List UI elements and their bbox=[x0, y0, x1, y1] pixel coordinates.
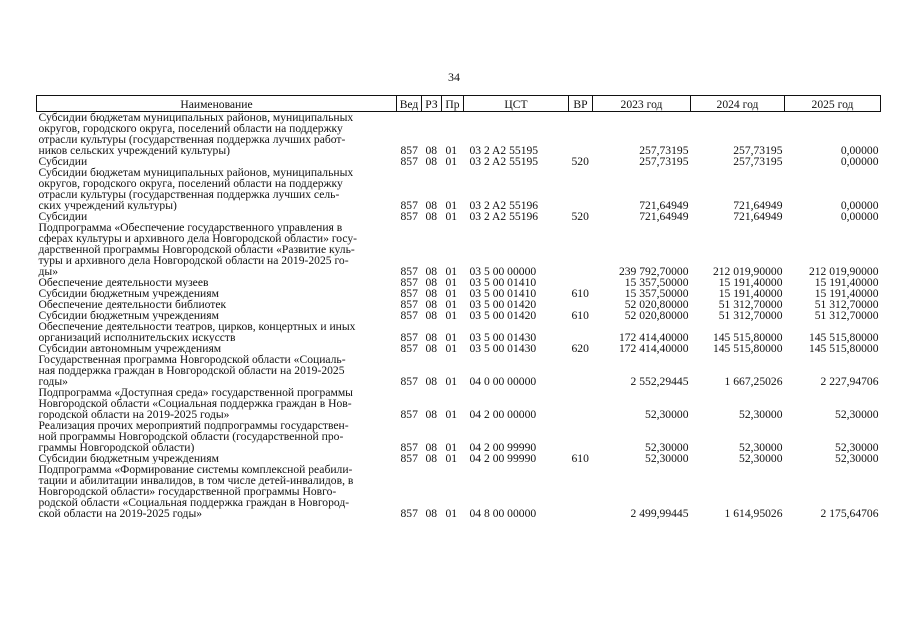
row-2025-cell: 52,30000 bbox=[835, 408, 879, 420]
row-ved-cell: 857 bbox=[400, 144, 418, 156]
row-rz-cell: 08 bbox=[425, 199, 438, 211]
row-2024-cell: 145 515,80000 bbox=[712, 331, 783, 343]
header-name: Наименование bbox=[37, 96, 397, 112]
row-cst-cell: 03 5 00 01420 bbox=[469, 299, 537, 310]
table-row bbox=[37, 156, 881, 167]
budget-table bbox=[36, 95, 881, 519]
row-name-cell: Государственная программа Новгородской области «Социаль- ная поддержка граждан в Новгородской области на 2019-2025 годы» bbox=[38, 354, 346, 387]
row-2025-cell: 15 191,40000 bbox=[814, 277, 879, 288]
row-vr-cell bbox=[569, 464, 593, 519]
row-2023-cell: 52,30000 bbox=[645, 408, 689, 420]
row-2023-cell: 52 020,80000 bbox=[624, 299, 689, 310]
row-2025-cell: 52,30000 bbox=[835, 453, 879, 464]
row-ved-cell: 857 bbox=[400, 310, 418, 321]
row-pr-cell: 01 bbox=[445, 199, 458, 211]
row-2025-cell: 51 312,70000 bbox=[814, 310, 879, 321]
row-ved-cell: 857 bbox=[400, 507, 418, 519]
row-2024-cell: 1 667,25026 bbox=[724, 375, 783, 387]
row-2023-cell: 15 357,50000 bbox=[624, 288, 689, 299]
row-vr-cell bbox=[569, 222, 593, 277]
row-pr-cell: 01 bbox=[445, 507, 458, 519]
row-2025-cell: 0,00000 bbox=[840, 156, 879, 167]
row-ved-cell: 857 bbox=[400, 265, 418, 277]
row-2024-cell: 257,73195 bbox=[733, 144, 783, 156]
row-2025-cell: 0,00000 bbox=[840, 211, 879, 222]
row-vr-cell bbox=[569, 277, 593, 288]
row-rz-cell: 08 bbox=[425, 441, 438, 453]
header-rz: РЗ bbox=[422, 96, 442, 112]
header-pr: Пр bbox=[442, 96, 464, 112]
row-name-cell: Субсидии bbox=[38, 156, 88, 167]
row-vr-cell: 610 bbox=[571, 453, 589, 464]
row-2023-cell: 257,73195 bbox=[639, 156, 689, 167]
row-vr-cell bbox=[569, 299, 593, 310]
row-vr-cell: 610 bbox=[571, 310, 589, 321]
row-rz-cell: 08 bbox=[425, 288, 438, 299]
row-2025-cell: 2 227,94706 bbox=[820, 375, 879, 387]
header-ved: Вед bbox=[397, 96, 422, 112]
row-pr-cell: 01 bbox=[445, 453, 458, 464]
row-pr-cell: 01 bbox=[445, 299, 458, 310]
table-row bbox=[37, 464, 881, 519]
row-pr-cell: 01 bbox=[445, 441, 458, 453]
row-cst-cell: 04 0 00 00000 bbox=[469, 375, 537, 387]
row-rz-cell: 08 bbox=[425, 375, 438, 387]
row-pr-cell: 01 bbox=[445, 331, 458, 343]
row-2023-cell: 52 020,80000 bbox=[624, 310, 689, 321]
table-row bbox=[37, 343, 881, 354]
row-2025-cell: 0,00000 bbox=[840, 199, 879, 211]
row-vr-cell bbox=[569, 420, 593, 453]
row-pr-cell: 01 bbox=[445, 265, 458, 277]
row-cst-cell: 03 2 A2 55196 bbox=[469, 211, 539, 222]
row-name-cell: Субсидии бюджетам муниципальных районов, муниципальных округов, городского округа, поселений области на поддержку отрасли культуры (государственная поддержка лучших работ- ников сельских учреждений культуры) bbox=[38, 111, 354, 156]
row-rz-cell: 08 bbox=[425, 310, 438, 321]
table-row bbox=[37, 387, 881, 420]
row-name-cell: Обеспечение деятельности музеев bbox=[38, 277, 209, 288]
row-2025-cell: 145 515,80000 bbox=[808, 343, 879, 354]
row-pr-cell: 01 bbox=[445, 144, 458, 156]
row-vr-cell: 610 bbox=[571, 288, 589, 299]
row-cst-cell: 03 5 00 01410 bbox=[469, 277, 537, 288]
row-2024-cell: 15 191,40000 bbox=[718, 288, 783, 299]
row-cst-cell: 03 5 00 01420 bbox=[469, 310, 537, 321]
row-ved-cell: 857 bbox=[400, 408, 418, 420]
row-ved-cell: 857 bbox=[400, 441, 418, 453]
row-2025-cell: 212 019,90000 bbox=[808, 265, 879, 277]
row-2024-cell: 52,30000 bbox=[739, 408, 783, 420]
row-vr-cell: 520 bbox=[571, 211, 589, 222]
row-cst-cell: 03 2 A2 55195 bbox=[469, 144, 539, 156]
row-name-cell: Субсидии автономным учреждениям bbox=[38, 343, 222, 354]
row-2024-cell: 52,30000 bbox=[739, 441, 783, 453]
row-vr-cell bbox=[569, 167, 593, 211]
table-row bbox=[37, 167, 881, 211]
row-2025-cell: 2 175,64706 bbox=[820, 507, 879, 519]
row-cst-cell: 03 2 A2 55195 bbox=[469, 156, 539, 167]
row-name-cell: Обеспечение деятельности библиотек bbox=[38, 299, 227, 310]
row-cst-cell: 04 2 00 00000 bbox=[469, 408, 537, 420]
row-2025-cell: 51 312,70000 bbox=[814, 299, 879, 310]
row-rz-cell: 08 bbox=[425, 331, 438, 343]
row-pr-cell: 01 bbox=[445, 343, 458, 354]
table-row bbox=[37, 222, 881, 277]
row-2024-cell: 257,73195 bbox=[733, 156, 783, 167]
row-2023-cell: 257,73195 bbox=[639, 144, 689, 156]
row-ved-cell: 857 bbox=[400, 277, 418, 288]
row-vr-cell: 520 bbox=[571, 156, 589, 167]
row-2025-cell: 0,00000 bbox=[840, 144, 879, 156]
row-rz-cell: 08 bbox=[425, 408, 438, 420]
row-name-cell: Субсидии бюджетным учреждениям bbox=[38, 453, 219, 464]
header-vr: ВР bbox=[569, 96, 593, 112]
row-rz-cell: 08 bbox=[425, 343, 438, 354]
row-2024-cell: 1 614,95026 bbox=[724, 507, 783, 519]
row-ved-cell: 857 bbox=[400, 199, 418, 211]
row-2023-cell: 172 414,40000 bbox=[618, 343, 689, 354]
table-row bbox=[37, 211, 881, 222]
row-2023-cell: 15 357,50000 bbox=[624, 277, 689, 288]
row-pr-cell: 01 bbox=[445, 288, 458, 299]
row-pr-cell: 01 bbox=[445, 310, 458, 321]
table-row bbox=[37, 321, 881, 343]
row-name-cell: Обеспечение деятельности театров, цирков, концертных и иных организаций исполнительских искусств bbox=[38, 321, 356, 343]
row-cst-cell: 04 2 00 99990 bbox=[469, 441, 537, 453]
table-row bbox=[37, 299, 881, 310]
row-cst-cell: 03 5 00 01430 bbox=[469, 331, 537, 343]
table-row bbox=[37, 277, 881, 288]
row-vr-cell: 620 bbox=[571, 343, 589, 354]
row-ved-cell: 857 bbox=[400, 288, 418, 299]
row-name-cell: Подпрограмма «Обеспечение государственного управления в сферах культуры и архивного дела Новгородской области» госу- дарственной программы Новгородской области «Развитие куль- туры и архивного дела Новгородской области на 2019-2025 го- ды» bbox=[38, 222, 358, 277]
row-cst-cell: 04 8 00 00000 bbox=[469, 507, 537, 519]
row-ved-cell: 857 bbox=[400, 453, 418, 464]
row-ved-cell: 857 bbox=[400, 299, 418, 310]
header-cst: ЦСТ bbox=[464, 96, 569, 112]
row-2024-cell: 51 312,70000 bbox=[718, 299, 783, 310]
row-2023-cell: 2 499,99445 bbox=[630, 507, 689, 519]
row-vr-cell bbox=[569, 321, 593, 343]
row-ved-cell: 857 bbox=[400, 211, 418, 222]
table-row bbox=[37, 453, 881, 464]
row-2024-cell: 721,64949 bbox=[733, 199, 783, 211]
row-name-cell: Субсидии бюджетным учреждениям bbox=[38, 288, 219, 299]
row-rz-cell: 08 bbox=[425, 507, 438, 519]
row-cst-cell: 03 5 00 01410 bbox=[469, 288, 537, 299]
row-vr-cell bbox=[569, 387, 593, 420]
row-2024-cell: 721,64949 bbox=[733, 211, 783, 222]
row-pr-cell: 01 bbox=[445, 375, 458, 387]
row-vr-cell bbox=[569, 112, 593, 157]
row-cst-cell: 03 5 00 00000 bbox=[469, 265, 537, 277]
row-rz-cell: 08 bbox=[425, 156, 438, 167]
row-pr-cell: 01 bbox=[445, 277, 458, 288]
table-row bbox=[37, 310, 881, 321]
row-2024-cell: 212 019,90000 bbox=[712, 265, 783, 277]
header-2023: 2023 год bbox=[593, 96, 691, 112]
row-pr-cell: 01 bbox=[445, 156, 458, 167]
table-row bbox=[37, 288, 881, 299]
row-2024-cell: 15 191,40000 bbox=[718, 277, 783, 288]
row-vr-cell bbox=[569, 354, 593, 387]
row-rz-cell: 08 bbox=[425, 144, 438, 156]
row-name-cell: Реализация прочих мероприятий подпрограммы государствен- ной программы Новгородской области (государственной про- граммы Новгородской области) bbox=[38, 420, 349, 453]
row-ved-cell: 857 bbox=[400, 156, 418, 167]
row-2023-cell: 2 552,29445 bbox=[630, 375, 689, 387]
row-2023-cell: 52,30000 bbox=[645, 453, 689, 464]
row-ved-cell: 857 bbox=[400, 375, 418, 387]
header-2024: 2024 год bbox=[691, 96, 785, 112]
header-2025: 2025 год bbox=[785, 96, 881, 112]
table-body bbox=[37, 112, 881, 520]
table-row bbox=[37, 112, 881, 157]
row-2024-cell: 51 312,70000 bbox=[718, 310, 783, 321]
row-2025-cell: 52,30000 bbox=[835, 441, 879, 453]
row-2024-cell: 145 515,80000 bbox=[712, 343, 783, 354]
row-name-cell: Подпрограмма «Доступная среда» государственной программы Новгородской области «Социальная поддержка граждан в Нов- городской области на 2019-2025 годы» bbox=[38, 387, 353, 420]
row-2024-cell: 52,30000 bbox=[739, 453, 783, 464]
row-rz-cell: 08 bbox=[425, 453, 438, 464]
row-2025-cell: 15 191,40000 bbox=[814, 288, 879, 299]
page-number: 34 bbox=[448, 70, 460, 84]
row-ved-cell: 857 bbox=[400, 343, 418, 354]
row-name-cell: Подпрограмма «Формирование системы комплексной реабили- тации и абилитации инвалидов, в том числе детей-инвалидов, в Новгородской области» государственной программы Новго- родской области «Социальная поддержка граждан в Новгород- ской области на 2019-2025 годы» bbox=[38, 464, 354, 519]
row-cst-cell: 03 2 A2 55196 bbox=[469, 199, 539, 211]
table-header-row bbox=[37, 96, 881, 112]
row-2023-cell: 172 414,40000 bbox=[618, 331, 689, 343]
row-pr-cell: 01 bbox=[445, 408, 458, 420]
table-row bbox=[37, 354, 881, 387]
row-2025-cell: 145 515,80000 bbox=[808, 331, 879, 343]
row-name-cell: Субсидии бюджетным учреждениям bbox=[38, 310, 219, 321]
row-2023-cell: 721,64949 bbox=[639, 199, 689, 211]
table-row bbox=[37, 420, 881, 453]
row-2023-cell: 239 792,70000 bbox=[618, 265, 689, 277]
row-pr-cell: 01 bbox=[445, 211, 458, 222]
row-rz-cell: 08 bbox=[425, 277, 438, 288]
row-ved-cell: 857 bbox=[400, 331, 418, 343]
row-rz-cell: 08 bbox=[425, 265, 438, 277]
row-name-cell: Субсидии bbox=[38, 211, 88, 222]
row-2023-cell: 52,30000 bbox=[645, 441, 689, 453]
row-cst-cell: 03 5 00 01430 bbox=[469, 343, 537, 354]
row-name-cell: Субсидии бюджетам муниципальных районов, муниципальных округов, городского округа, поселений области на поддержку отрасли культуры (государственная поддержка лучших сель- ских учреждений культуры) bbox=[38, 167, 354, 211]
row-rz-cell: 08 bbox=[425, 299, 438, 310]
row-cst-cell: 04 2 00 99990 bbox=[469, 453, 537, 464]
row-rz-cell: 08 bbox=[425, 211, 438, 222]
row-2023-cell: 721,64949 bbox=[639, 211, 689, 222]
